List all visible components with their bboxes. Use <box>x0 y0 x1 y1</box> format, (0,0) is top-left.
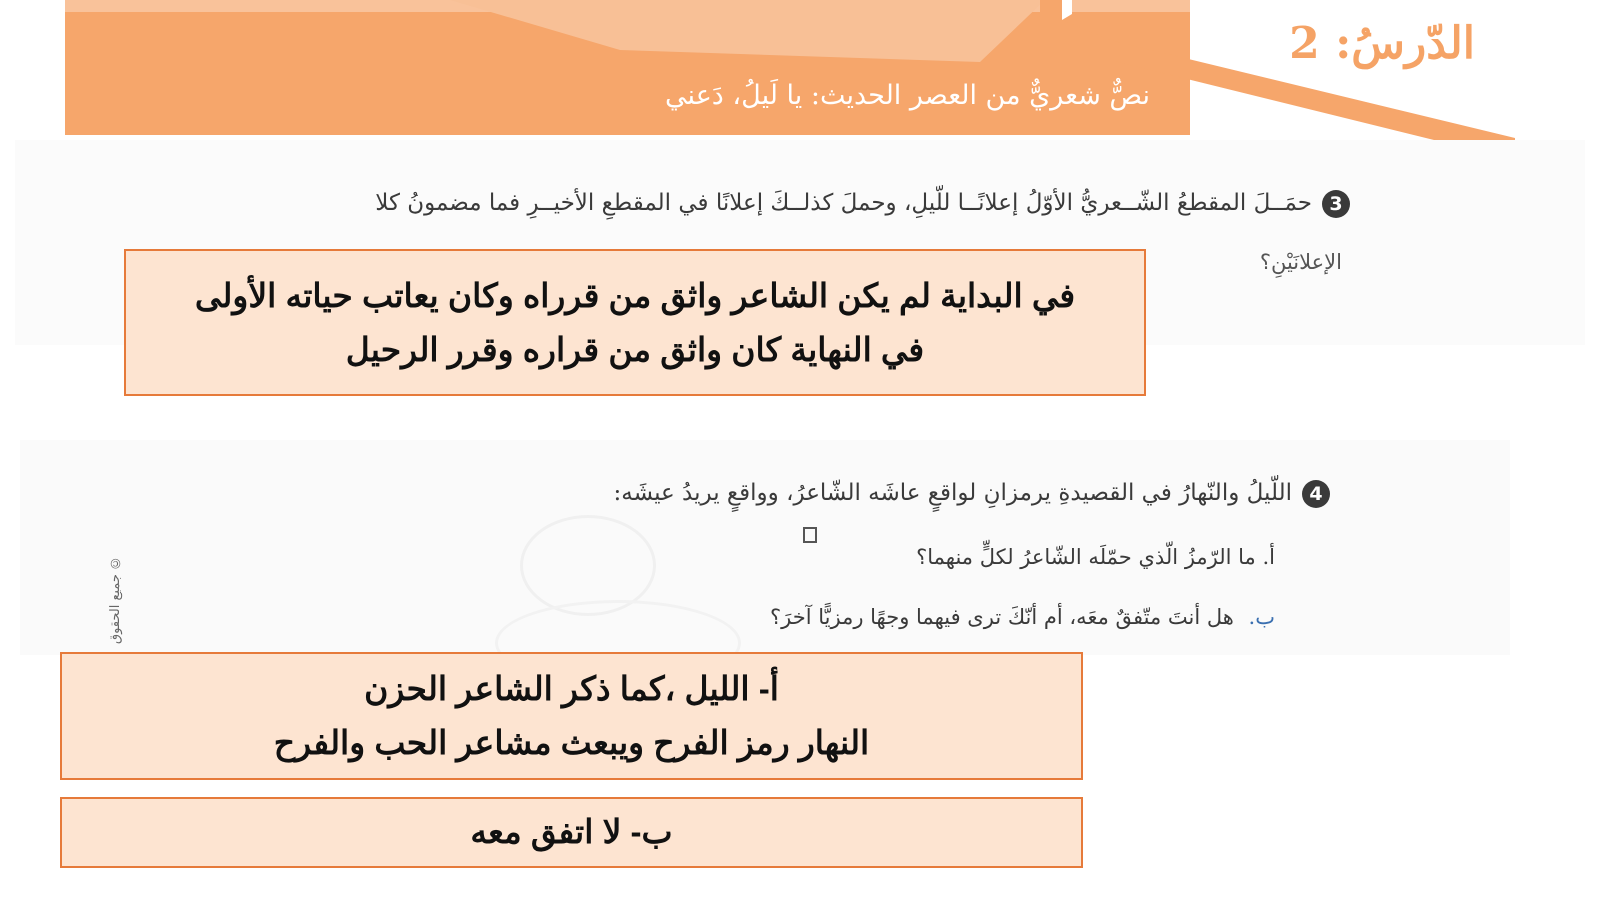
question4-background <box>20 440 1510 655</box>
part-a-letter: أ. <box>1262 545 1275 569</box>
answer3-line1: ب- لا اتفق معه <box>470 813 673 850</box>
banner-stripe-edge <box>1062 0 1072 20</box>
copyright-side-note: جميع الحقوق © <box>108 555 123 645</box>
part-b-letter: ب. <box>1248 605 1275 629</box>
part-a-text: ما الرّمزُ الّذي حمّلَه الشّاعرُ لكلٍّ منهما؟ <box>916 545 1256 569</box>
answer2-line2: النهار رمز الفرح ويبعث مشاعر الحب والفرح <box>273 724 870 761</box>
lesson-subtitle: نصٌّ شعريٌّ من العصر الحديث: يا لَيلُ، دَعني <box>665 80 1150 111</box>
question4-stem <box>613 480 1330 508</box>
question3-line1 <box>375 190 1350 218</box>
question4-part-a <box>916 545 1275 569</box>
banner-light-shape <box>450 0 1045 62</box>
question3-line2: الإعلانَيْنِ؟ <box>1259 250 1342 274</box>
answer1-line1: في البداية لم يكن الشاعر واثق من قرراه وكان يعاتب حياته الأولى <box>194 277 1076 314</box>
question3-text: حمَــلَ المقطعُ الشّــعريُّ الأوّلُ إعلانًــا للّيلِ، وحملَ كذلــكَ إعلانًا في المقطعِ الأخيــرِ فما مضمونُ كلا <box>375 190 1312 216</box>
answer3-box <box>60 797 1083 868</box>
part-b-text: هل أنتَ متّفقٌ معَه، أم أنّكَ ترى فيهما وجهًا رمزيًّا آخرَ؟ <box>770 605 1234 629</box>
question4-text: اللّيلُ والنّهارُ في القصيدةِ يرمزانِ لواقعٍ عاشَه الشّاعرُ، وواقعٍ يريدُ عيشَه: <box>613 480 1292 506</box>
answer1-line2: في النهاية كان واثق من قراره وقرر الرحيل <box>345 331 925 368</box>
question4-number: 4 <box>1302 480 1330 508</box>
question3-number: 3 <box>1322 190 1350 218</box>
answer2-box <box>60 652 1083 780</box>
lesson-title: الدّرسُ: 2 <box>1289 18 1475 69</box>
text-cursor-icon <box>803 527 817 543</box>
answer1-box <box>124 249 1146 396</box>
answer2-line1: أ- الليل ،كما ذكر الشاعر الحزن <box>364 670 779 707</box>
question4-part-b <box>770 605 1275 629</box>
